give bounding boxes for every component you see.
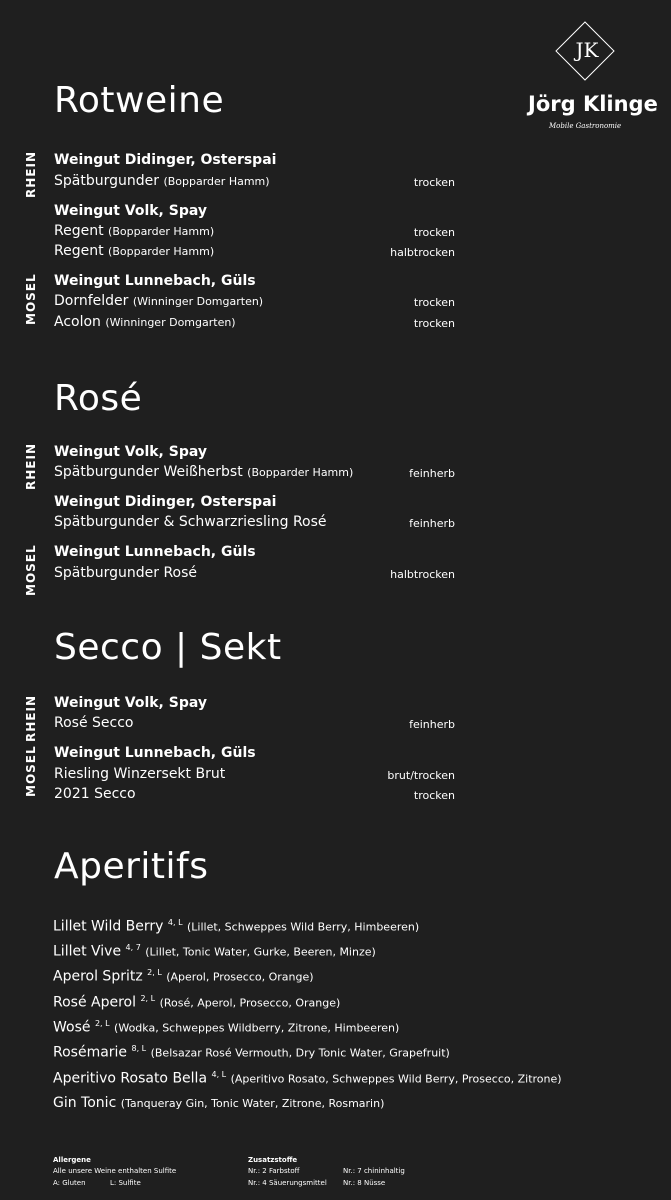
producer-name: Weingut Volk, Spay <box>54 695 207 711</box>
region-label-rhein: RHEIN <box>24 151 38 198</box>
wine-taste: trocken <box>413 226 455 239</box>
brand-name: Jörg Klinge <box>528 92 658 116</box>
producer-name: Weingut Lunnebach, Güls <box>54 544 256 560</box>
section-title-rose: Rosé <box>54 378 143 419</box>
zusatz-4: Nr.: 4 Säuerungsmittel <box>248 1179 327 1187</box>
producer-name: Weingut Lunnebach, Güls <box>54 745 256 761</box>
wine-item: Spätburgunder (Bopparder Hamm) <box>54 173 270 189</box>
aperitif-item: Lillet Wild Berry $^{4, L}$ (Lillet, Schweppes Wild Berry, Himbeeren) <box>53 918 420 935</box>
wine-taste: feinherb <box>409 517 455 530</box>
aperitif-item: Aperitivo Rosato Bella $^{4, L}$ (Aperitivo Rosato, Schweppes Wild Berry, Prosecco, Zitrone) <box>53 1070 562 1087</box>
aperitif-item: Aperol Spritz $^{2, L}$ (Aperol, Prosecco, Orange) <box>53 968 314 985</box>
wine-taste: trocken <box>413 317 455 330</box>
brand-tagline: Mobile Gastronomie <box>549 122 622 130</box>
region-label-mosel: MOSEL <box>24 273 38 325</box>
section-title-aperitifs: Aperitifs <box>54 846 209 887</box>
zusatz-7: Nr.: 7 chininhaltig <box>343 1167 405 1175</box>
wine-item: Spätburgunder Rosé <box>54 565 198 581</box>
allergene-title: Allergene <box>53 1156 91 1164</box>
wine-taste: brut/trocken <box>387 769 455 782</box>
producer-name: Weingut Didinger, Osterspai <box>54 494 277 510</box>
producer-name: Weingut Didinger, Osterspai <box>54 152 277 168</box>
wine-taste: trocken <box>413 789 455 802</box>
wine-item: Regent (Bopparder Hamm) <box>54 243 215 259</box>
aperitif-item: Rosémarie $^{8, L}$ (Belsazar Rosé Vermouth, Dry Tonic Water, Grapefruit) <box>53 1044 450 1061</box>
allergene-l: L: Sulfite <box>110 1179 141 1187</box>
wine-taste: feinherb <box>409 718 455 731</box>
producer-name: Weingut Volk, Spay <box>54 203 207 219</box>
wine-item: Spätburgunder & Schwarzriesling Rosé <box>54 514 327 530</box>
region-label-mosel: MOSEL <box>24 745 38 797</box>
wine-item: Rosé Secco <box>54 715 134 731</box>
region-label-rhein: RHEIN <box>24 695 38 742</box>
wine-taste: feinherb <box>409 467 455 480</box>
producer-name: Weingut Volk, Spay <box>54 444 207 460</box>
zusatz-2: Nr.: 2 Farbstoff <box>248 1167 300 1175</box>
wine-item: Spätburgunder Weißherbst (Bopparder Hamm) <box>54 464 354 480</box>
wine-taste: halbtrocken <box>390 568 455 581</box>
wine-taste: halbtrocken <box>390 246 455 259</box>
allergene-a: A: Gluten <box>53 1179 86 1187</box>
region-label-rhein: RHEIN <box>24 443 38 490</box>
aperitif-item: Gin Tonic (Tanqueray Gin, Tonic Water, Zitrone, Rosmarin) <box>53 1095 385 1111</box>
wine-item: Dornfelder (Winninger Domgarten) <box>54 293 264 309</box>
section-title-rotweine: Rotweine <box>54 80 225 121</box>
region-label-mosel: MOSEL <box>24 544 38 596</box>
section-title-secco-sekt: Secco | Sekt <box>54 627 282 668</box>
logo-monogram: JK <box>575 38 599 62</box>
zusatzstoffe-title: Zusatzstoffe <box>248 1156 298 1164</box>
wine-taste: trocken <box>413 176 455 189</box>
wine-item: Regent (Bopparder Hamm) <box>54 223 215 239</box>
aperitif-item: Wosé $^{2, L}$ (Wodka, Schweppes Wildberry, Zitrone, Himbeeren) <box>53 1019 400 1036</box>
wine-item: Riesling Winzersekt Brut <box>54 766 226 782</box>
aperitif-item: Rosé Aperol $^{2, L}$ (Rosé, Aperol, Prosecco, Orange) <box>53 994 341 1011</box>
aperitif-item: Lillet Vive $^{4, 7}$ (Lillet, Tonic Water, Gurke, Beeren, Minze) <box>53 943 376 960</box>
wine-taste: trocken <box>413 296 455 309</box>
allergene-note: Alle unsere Weine enthalten Sulfite <box>53 1167 177 1175</box>
wine-item: Acolon (Winninger Domgarten) <box>54 314 236 330</box>
zusatz-8: Nr.: 8 Nüsse <box>343 1179 386 1187</box>
producer-name: Weingut Lunnebach, Güls <box>54 273 256 289</box>
wine-item: 2021 Secco <box>54 786 136 802</box>
